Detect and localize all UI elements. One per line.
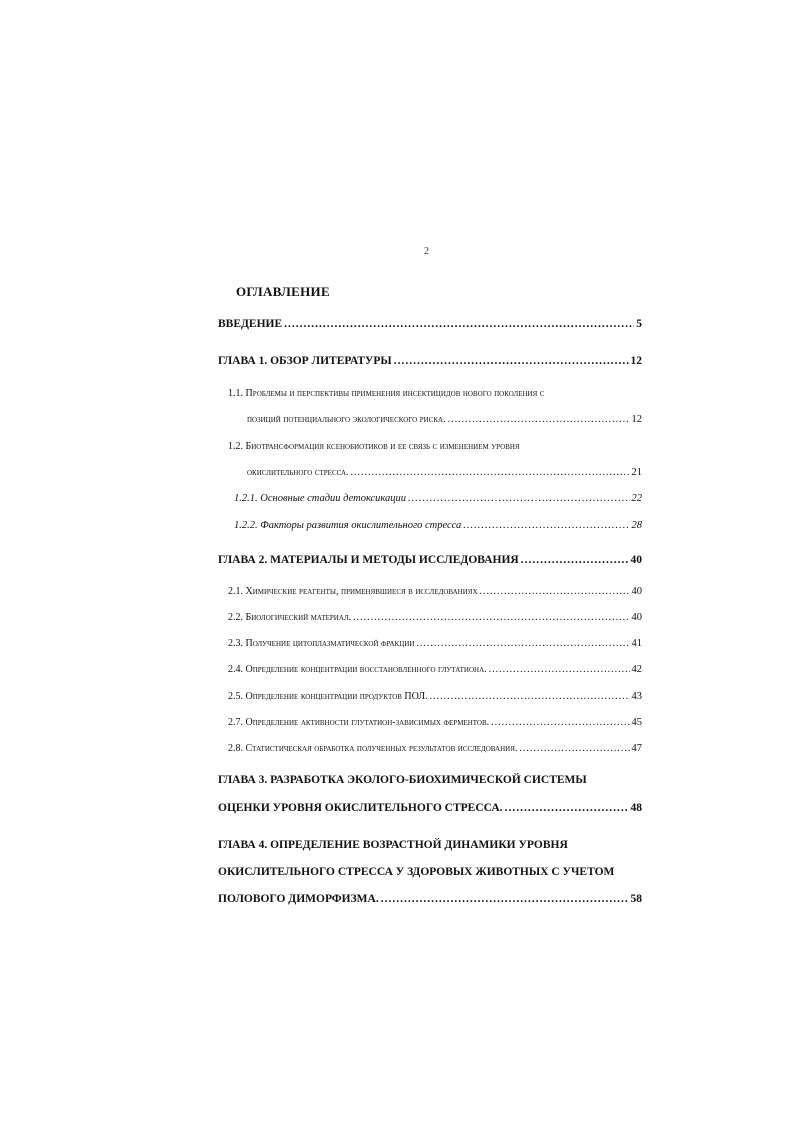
toc-entry-1-2-line1[interactable]: 1.2. Биотрансформация ксенобиотиков и ее связь с изменением уровня (228, 441, 520, 452)
toc-entry-text: 2.1. Химические реагенты, применявшиеся в исследованиях (228, 586, 478, 597)
toc-entry-2-2[interactable] (228, 610, 642, 626)
toc-entry-ch4-line1[interactable]: ГЛАВА 4. ОПРЕДЕЛЕНИЕ ВОЗРАСТНОЙ ДИНАМИКИ УРОВНЯ (218, 839, 568, 851)
toc-entry-page: 42 (631, 664, 642, 675)
toc-entry-text: 2.3. Получение цитоплазматической фракции (228, 638, 415, 649)
toc-entry-page: 41 (631, 638, 642, 649)
toc-entry-ch2[interactable] (218, 552, 642, 568)
toc-entry-text: ОЦЕНКИ УРОВНЯ ОКИСЛИТЕЛЬНОГО СТРЕССА. (218, 802, 503, 814)
toc-entry-page: 58 (630, 893, 642, 905)
dot-leader (505, 800, 629, 816)
toc-entry-ch3-line1[interactable]: ГЛАВА 3. РАЗРАБОТКА ЭКОЛОГО-БИОХИМИЧЕСКОЙ СИСТЕМЫ (218, 774, 587, 786)
toc-entry-text: 1.2.2. Факторы развития окислительного стресса (234, 520, 462, 531)
toc-entry-2-1[interactable] (228, 584, 642, 600)
dot-leader (381, 891, 629, 907)
toc-entry-page: 5 (636, 318, 642, 330)
toc-entry-text: окислительного стресса. (247, 467, 349, 478)
dot-leader (448, 412, 630, 428)
toc-entry-text: 2.2. Биологический материал. (228, 612, 352, 623)
toc-entry-2-7[interactable] (228, 715, 642, 731)
dot-leader (284, 316, 634, 332)
page-number: 2 (424, 246, 429, 257)
toc-entry-1-1-line1[interactable]: 1.1. Проблемы и перспективы применения инсектицидов нового поколения с (228, 388, 545, 399)
toc-entry-1-2[interactable] (247, 465, 642, 481)
toc-entry-text: ГЛАВА 1. ОБЗОР ЛИТЕРАТУРЫ (218, 355, 392, 367)
toc-entry-2-8[interactable] (228, 741, 642, 757)
toc-title: ОГЛАВЛЕНИЕ (236, 284, 330, 299)
toc-entry-text: 1.2.1. Основные стадии детоксикации (234, 493, 407, 504)
toc-entry-1-1[interactable] (247, 412, 642, 428)
dot-leader (351, 465, 630, 481)
toc-entry-page: 43 (631, 691, 642, 702)
dot-leader (463, 518, 629, 534)
dot-leader (489, 662, 630, 678)
toc-entry-2-5[interactable] (228, 689, 642, 705)
dot-leader (480, 584, 630, 600)
toc-entry-page: 40 (630, 554, 642, 566)
toc-entry-text: 2.8. Статистическая обработка полученных результатов исследования. (228, 743, 518, 754)
toc-entry-page: 45 (631, 717, 642, 728)
toc-entry-ch1[interactable] (218, 353, 642, 369)
toc-entry-page: 22 (631, 493, 642, 504)
toc-entry-text: позиций потенциального экологического риска. (247, 414, 446, 425)
toc-entry-1-2-1[interactable] (234, 491, 642, 507)
toc-entry-text: ВВЕДЕНИЕ (218, 318, 283, 330)
toc-entry-text: 2.5. Определение концентрации продуктов ПОЛ. (228, 691, 428, 702)
dot-leader (430, 689, 630, 705)
toc-entry-page: 28 (631, 520, 642, 531)
toc-entry-page: 21 (631, 467, 642, 478)
toc-entry-page: 12 (630, 355, 642, 367)
toc-entry-intro[interactable] (218, 316, 642, 332)
dot-leader (491, 715, 629, 731)
toc-entry-2-3[interactable] (228, 636, 642, 652)
toc-entry-1-2-2[interactable] (234, 518, 642, 534)
dot-leader (353, 610, 629, 626)
toc-entry-ch3[interactable] (218, 800, 642, 816)
toc-entry-text: ГЛАВА 2. МАТЕРИАЛЫ И МЕТОДЫ ИССЛЕДОВАНИЯ (218, 554, 519, 566)
toc-entry-ch4-line2[interactable]: ОКИСЛИТЕЛЬНОГО СТРЕССА У ЗДОРОВЫХ ЖИВОТНЫХ С УЧЕТОМ (218, 866, 615, 878)
dot-leader (416, 636, 629, 652)
toc-entry-page: 47 (631, 743, 642, 754)
toc-entry-page: 12 (631, 414, 642, 425)
toc-entry-2-4[interactable] (228, 662, 642, 678)
toc-entry-text: 2.4. Определение концентрации восстановленного глутатиона. (228, 664, 487, 675)
toc-entry-ch4[interactable] (218, 891, 642, 907)
toc-entry-text: 2.7. Определение активности глутатион-зависимых ферментов. (228, 717, 490, 728)
dot-leader (394, 353, 629, 369)
dot-leader (519, 741, 629, 757)
toc-entry-text: ПОЛОВОГО ДИМОРФИЗМА. (218, 893, 379, 905)
toc-entry-page: 40 (631, 586, 642, 597)
toc-entry-page: 40 (631, 612, 642, 623)
dot-leader (521, 552, 629, 568)
dot-leader (408, 491, 629, 507)
toc-entry-page: 48 (630, 802, 642, 814)
